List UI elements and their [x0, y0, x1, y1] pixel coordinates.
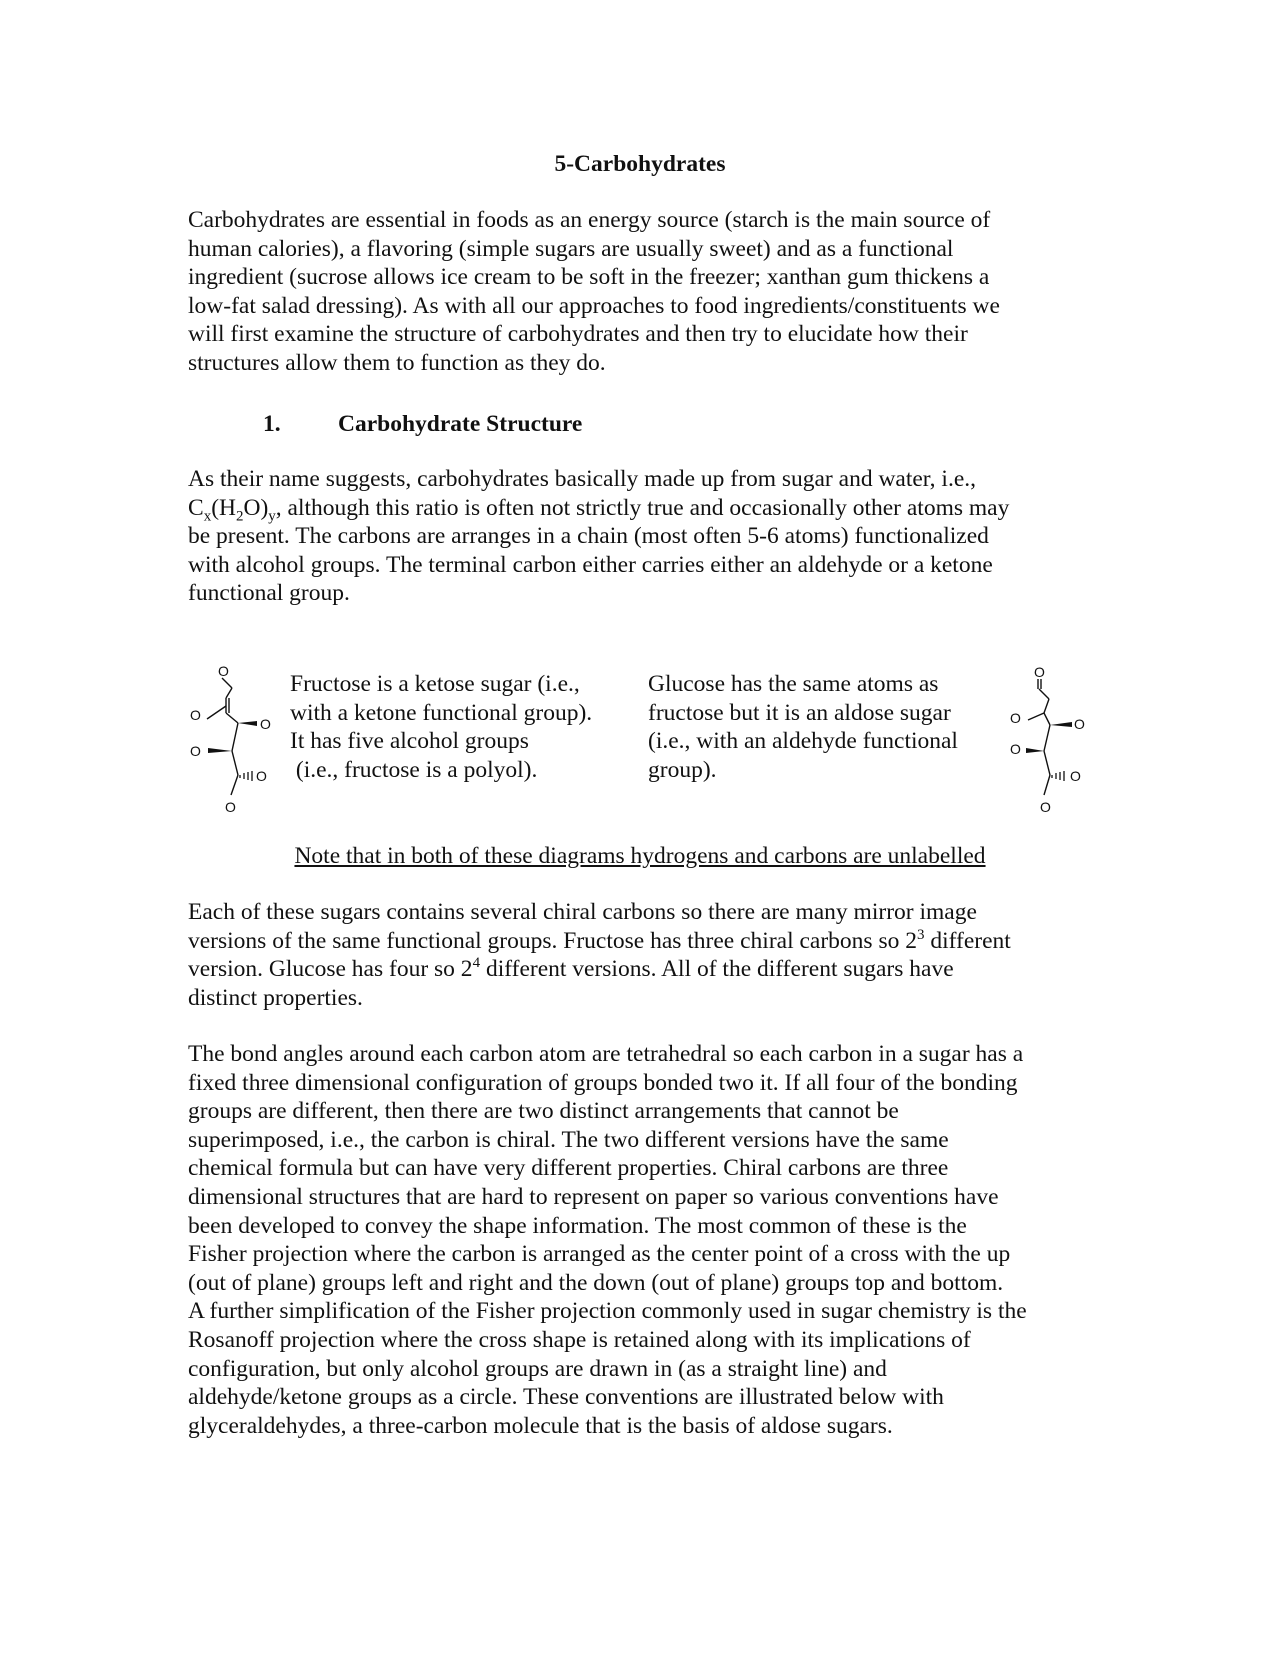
atom-label: O [1074, 716, 1085, 732]
intro-line: will first examine the structure of carbohydrates and then try to elucidate how their [188, 321, 968, 348]
atom-label: O [256, 768, 267, 784]
chiral-paragraph [188, 898, 1093, 1012]
chiral-line: Each of these sugars contains several chiral carbons so there are many mirror image [188, 899, 977, 925]
atom-label: O [1040, 799, 1051, 815]
diagram-note [0, 842, 1280, 871]
bond-line: dimensional structures that are hard to represent on paper so various conventions have [188, 1183, 999, 1210]
bond-line: superimposed, i.e., the carbon is chiral. The two different versions have the same [188, 1126, 949, 1153]
bond-line: A further simplification of the Fisher projection commonly used in sugar chemistry is the [188, 1298, 1027, 1325]
atom-label: O [1010, 741, 1021, 757]
formula-two: 2 [235, 508, 244, 525]
bond-line: aldehyde/ketone groups as a circle. These conventions are illustrated below with [188, 1384, 944, 1411]
chiral-text: version. Glucose has four so 2 [188, 956, 473, 983]
exponent: 3 [916, 926, 925, 943]
page-title: 5-Carbohydrates [554, 151, 726, 177]
fructose-description [290, 670, 620, 784]
structure-line: be present. The carbons are arranges in a chain (most often 5-6 atoms) functionalized [188, 523, 989, 550]
structure-line: with alcohol groups. The terminal carbon either carries either an aldehyde or a ketone [188, 551, 993, 578]
bond-line: groups are different, then there are two distinct arrangements that cannot be [188, 1098, 899, 1125]
formula-y: y [268, 508, 276, 525]
fructose-line: (i.e., fructose is a polyol). [290, 756, 538, 783]
formula-after: , although this ratio is often not strictly true and occasionally other atoms may [275, 494, 1010, 521]
fructose-line: It has five alcohol groups [290, 728, 529, 755]
atom-label: O [225, 799, 236, 815]
intro-line: Carbohydrates are essential in foods as an energy source (starch is the main source of [188, 207, 991, 233]
chiral-text: versions of the same functional groups. Fructose has three chiral carbons so 2 [188, 927, 917, 954]
glucose-description [648, 670, 978, 784]
exponent: 4 [472, 955, 481, 972]
intro-line: structures allow them to function as they do. [188, 349, 606, 376]
bond-line: (out of plane) groups left and right and the down (out of plane) groups top and bottom. [188, 1269, 1004, 1296]
bond-line: configuration, but only alcohol groups are drawn in (as a straight line) and [188, 1355, 887, 1382]
structure-line: functional group. [188, 580, 350, 607]
formula-close: O) [243, 494, 269, 521]
chiral-text: different [924, 927, 1011, 954]
fructose-structure [180, 665, 290, 825]
structure-paragraph [188, 465, 1093, 608]
bond-line: The bond angles around each carbon atom are tetrahedral so each carbon in a sugar has a [188, 1041, 1024, 1067]
formula-x: x [203, 508, 212, 525]
atom-label: O [1034, 664, 1045, 680]
chiral-text: different versions. All of the different sugars have [480, 956, 954, 983]
glucose-line: fructose but it is an aldose sugar [648, 699, 951, 726]
formula-c: C [188, 494, 204, 521]
bond-line: glyceraldehydes, a three-carbon molecule that is the basis of aldose sugars. [188, 1412, 893, 1439]
glucose-line: group). [648, 756, 717, 783]
section-title: Carbohydrate Structure [338, 411, 583, 437]
atom-label: O [260, 716, 271, 732]
intro-line: low-fat salad dressing). As with all our approaches to food ingredients/constituents we [188, 292, 1000, 319]
intro-line: human calories), a flavoring (simple sugars are usually sweet) and as a functional [188, 235, 954, 262]
chiral-line [188, 927, 1093, 956]
formula-open: (H [211, 494, 236, 521]
intro-line: ingredient (sucrose allows ice cream to be soft in the freezer; xanthan gum thickens a [188, 264, 990, 291]
atom-label: O [1070, 768, 1081, 784]
intro-paragraph [188, 206, 1093, 378]
bond-line: Fisher projection where the carbon is arranged as the center point of a cross with the up [188, 1241, 1011, 1268]
atom-label: O [190, 707, 201, 723]
diagram-note-text: Note that in both of these diagrams hydrogens and carbons are unlabelled [294, 843, 986, 869]
atom-label: O [190, 743, 201, 759]
bond-line: fixed three dimensional configuration of groups bonded two it. If all four of the bonding [188, 1069, 1018, 1096]
bond-line: Rosanoff projection where the cross shape is retained along with its implications of [188, 1326, 971, 1353]
formula-line [188, 494, 1093, 523]
chiral-line [188, 955, 1093, 984]
atom-label: O [218, 663, 229, 679]
glucose-line: (i.e., with an aldehyde functional [648, 728, 958, 755]
section-number: 1. [263, 411, 281, 437]
atom-label: O [1010, 710, 1021, 726]
fructose-line: with a ketone functional group). [290, 699, 593, 726]
chiral-line: distinct properties. [188, 984, 363, 1011]
glucose-line: Glucose has the same atoms as [648, 671, 939, 697]
bond-paragraph [188, 1040, 1093, 1440]
bond-line: been developed to convey the shape information. The most common of these is the [188, 1212, 967, 1239]
bond-line: chemical formula but can have very different properties. Chiral carbons are three [188, 1155, 949, 1182]
glucose-structure [1000, 665, 1110, 825]
structure-line: As their name suggests, carbohydrates basically made up from sugar and water, i.e., [188, 466, 977, 492]
fructose-line: Fructose is a ketose sugar (i.e., [290, 671, 580, 697]
